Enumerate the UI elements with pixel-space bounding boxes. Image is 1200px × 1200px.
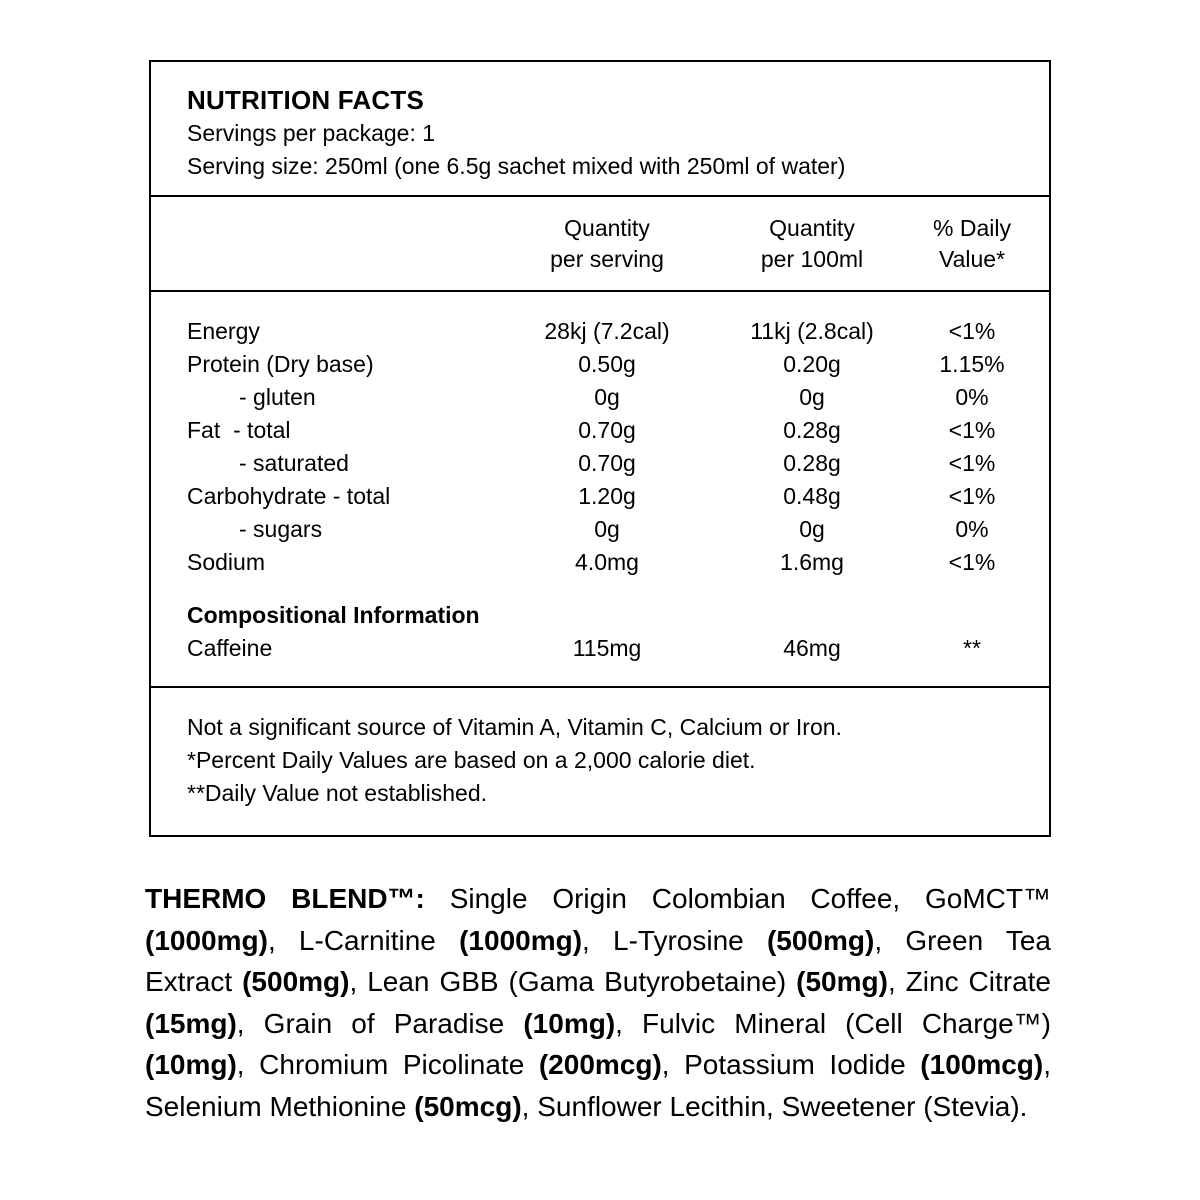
row-daily-value: 0% xyxy=(955,516,989,542)
column-header-spacer xyxy=(151,213,489,290)
table-row-gluten xyxy=(151,381,1049,414)
ingredient-text: , Potassium Iodide xyxy=(661,1049,921,1080)
table-row-fat-saturated xyxy=(151,447,1049,480)
ingredient-text: , Green Tea Extract xyxy=(145,924,1051,997)
row-daily-value: 1.15% xyxy=(939,351,1005,377)
row-per-100ml: 1.6mg xyxy=(780,549,844,575)
column-header-quantity-per-100ml xyxy=(725,213,899,290)
nutrition-facts-panel xyxy=(149,60,1051,837)
row-per-100ml: 0.28g xyxy=(783,417,841,443)
row-label: Energy xyxy=(187,318,260,344)
column-header-line: % Daily xyxy=(933,215,1011,241)
row-label: Fat - total xyxy=(187,417,291,443)
row-per-100ml: 11kj (2.8cal) xyxy=(750,318,874,344)
row-per-serving: 0g xyxy=(594,384,620,410)
column-headers xyxy=(151,197,1049,292)
footnote-daily-value-not-established: **Daily Value not established. xyxy=(187,780,488,806)
row-per-serving: 0.70g xyxy=(578,417,636,443)
table-row-sodium xyxy=(151,546,1049,579)
row-label: - gluten xyxy=(239,384,316,410)
ingredient-amount-bold: (15mg) xyxy=(145,1007,237,1039)
row-label: - sugars xyxy=(239,516,323,542)
footnote-significant-source: Not a significant source of Vitamin A, Vitamin C, Calcium or Iron. xyxy=(187,714,842,740)
row-daily-value: <1% xyxy=(948,318,996,344)
row-daily-value: ** xyxy=(963,635,981,661)
row-per-serving: 28kj (7.2cal) xyxy=(544,318,670,344)
ingredient-amount-bold: (10mg) xyxy=(523,1007,616,1039)
ingredient-amount-bold: (1000mg) xyxy=(459,924,583,956)
row-per-100ml: 0.48g xyxy=(783,483,841,509)
ingredient-text: , Chromium Picolinate xyxy=(236,1049,539,1080)
row-daily-value: <1% xyxy=(948,483,996,509)
ingredient-amount-bold: (50mcg) xyxy=(414,1090,522,1122)
row-per-100ml: 0.20g xyxy=(783,351,841,377)
row-daily-value: <1% xyxy=(948,450,996,476)
panel-header xyxy=(151,62,1049,197)
row-per-serving: 115mg xyxy=(572,635,642,661)
footnotes xyxy=(151,688,1049,835)
row-per-serving: 0.50g xyxy=(578,351,636,377)
ingredient-amount-bold: (100mcg) xyxy=(920,1049,1044,1080)
table-row-caffeine xyxy=(151,632,1049,665)
ingredient-amount-bold: (500mg) xyxy=(766,924,875,956)
row-per-serving: 4.0mg xyxy=(575,549,639,575)
ingredient-text: , Sunflower Lecithin, Sweetener (Stevia). xyxy=(521,1090,1028,1122)
thermo-blend-paragraph xyxy=(145,878,1051,1127)
row-per-100ml: 0g xyxy=(799,516,825,542)
serving-size: Serving size: 250ml (one 6.5g sachet mixed with 250ml of water) xyxy=(187,153,846,179)
row-label: Caffeine xyxy=(187,635,273,661)
table-row-sugars xyxy=(151,513,1049,546)
column-header-line: per serving xyxy=(550,246,664,272)
column-header-line: Value* xyxy=(938,246,1006,272)
table-row-energy xyxy=(151,315,1049,348)
panel-title: NUTRITION FACTS xyxy=(187,85,424,115)
ingredient-amount-bold: (200mcg) xyxy=(538,1049,662,1080)
servings-per-package: Servings per package: 1 xyxy=(187,120,436,146)
row-label: Sodium xyxy=(187,549,265,575)
ingredient-text: , Selenium Methionine xyxy=(145,1049,1052,1122)
row-daily-value: <1% xyxy=(948,417,996,443)
table-row-fat-total xyxy=(151,414,1049,447)
row-label: Carbohydrate - total xyxy=(187,483,391,509)
ingredient-text: , Fulvic Mineral (Cell Charge™) xyxy=(615,1007,1051,1039)
column-header-line: Quantity xyxy=(769,215,855,241)
ingredient-text: , Zinc Citrate xyxy=(887,966,1051,997)
ingredient-amount-bold: THERMO BLEND™: xyxy=(145,883,450,914)
ingredient-text: Single Origin Colombian Coffee, GoMCT™ xyxy=(449,883,1051,914)
row-per-100ml: 46mg xyxy=(783,635,841,661)
compositional-information-heading: Compositional Information xyxy=(187,602,480,628)
table-row-protein xyxy=(151,348,1049,381)
row-per-serving: 1.20g xyxy=(578,483,636,509)
ingredient-text: , Lean GBB (Gama Butyrobetaine) xyxy=(349,966,797,997)
row-per-serving: 0.70g xyxy=(578,450,636,476)
ingredient-amount-bold: (1000mg) xyxy=(145,924,268,956)
column-header-daily-value xyxy=(899,213,1045,290)
ingredient-text: , L-Carnitine xyxy=(267,924,460,956)
ingredient-text: , Grain of Paradise xyxy=(236,1007,524,1039)
ingredient-amount-bold: (500mg) xyxy=(242,966,350,997)
row-label: - saturated xyxy=(239,450,349,476)
column-header-line: Quantity xyxy=(564,215,650,241)
row-per-100ml: 0.28g xyxy=(783,450,841,476)
table-row-carbohydrate xyxy=(151,480,1049,513)
column-header-line: per 100ml xyxy=(760,246,864,272)
ingredient-text: , L-Tyrosine xyxy=(582,924,767,956)
row-label: Protein (Dry base) xyxy=(187,351,374,377)
ingredient-amount-bold: (10mg) xyxy=(145,1049,237,1080)
row-per-serving: 0g xyxy=(594,516,620,542)
ingredient-amount-bold: (50mg) xyxy=(796,966,888,997)
row-daily-value: <1% xyxy=(948,549,996,575)
footnote-percent-daily-values: *Percent Daily Values are based on a 2,000 calorie diet. xyxy=(187,747,756,773)
row-daily-value: 0% xyxy=(955,384,989,410)
nutrition-table-body xyxy=(151,292,1049,688)
row-per-100ml: 0g xyxy=(799,384,825,410)
column-header-quantity-per-serving xyxy=(489,213,725,290)
